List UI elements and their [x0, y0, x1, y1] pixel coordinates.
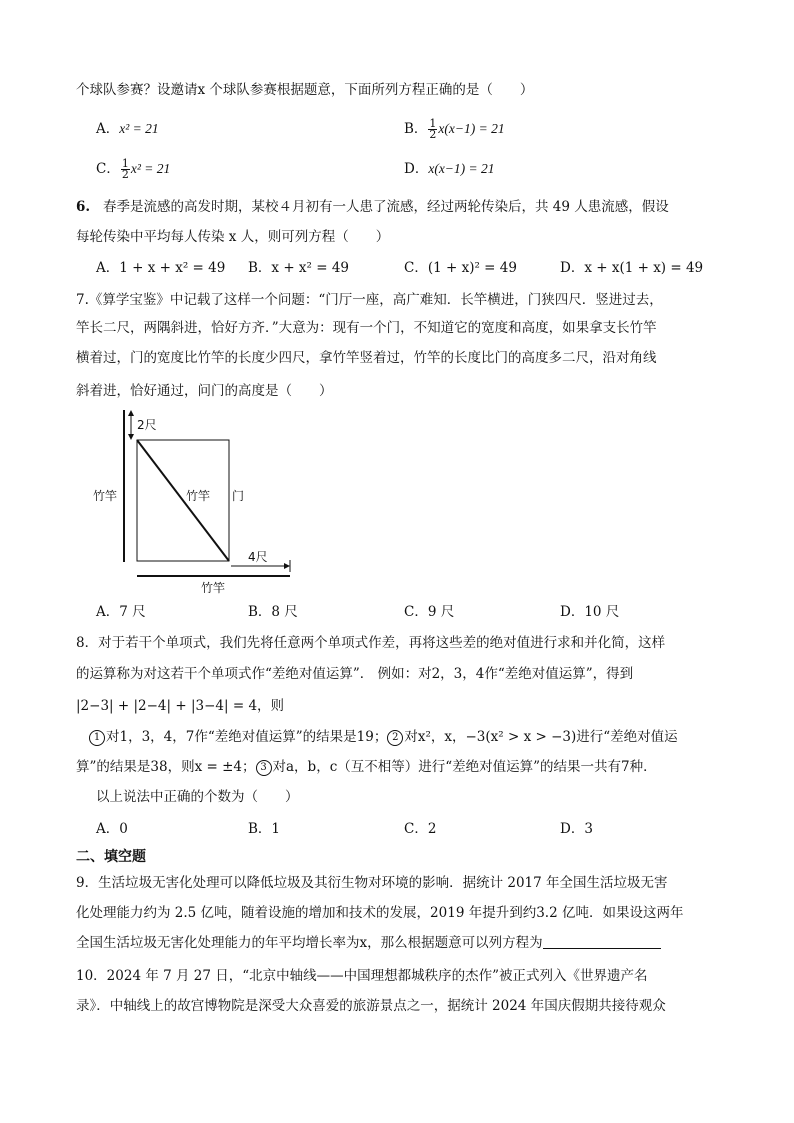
dim-2chi-arrow-up — [128, 410, 134, 416]
q6-stem-1: 6. 春季是流感的高发时期，某校４月初有一人患了流感，经过两轮传染后，共 49 人患流感，假设 — [76, 199, 669, 215]
label-pole-diagonal: 竹竿 — [186, 489, 211, 503]
q8-stem-4: 1 对1，3，4，7作“差绝对值运算”的结果是19； 2 对x²，x，−3(x² > x > −3)进行“差绝对值运 — [89, 727, 678, 747]
q7-option-a: A．7 尺 — [96, 604, 146, 620]
q8-option-c: C．2 — [404, 821, 437, 837]
q5-option-b: B． $\frac{1}{2}$ x(x−1) = 21 — [404, 117, 505, 141]
q6-option-b: B．x + x² = 49 — [248, 260, 350, 276]
circle-number-1: 1 — [89, 730, 105, 746]
q6-option-a: A．1 + x + x² = 49 — [96, 260, 226, 276]
q8-option-b: B．1 — [248, 821, 281, 837]
q9-stem-2: 化处理能力约为 2.5 亿吨，随着设施的增加和技术的发展，2019 年提升到约3.2 亿吨．如果设这两年 — [76, 905, 684, 921]
q8-stem-6: 以上说法中正确的个数为（ ） — [96, 789, 299, 805]
q7-stem-2: 竿长二尺，两隅斜进，恰好方齐．”大意为：现有一个门，不知道它的宽度和高度，如果拿支长竹竿 — [76, 320, 657, 336]
q8-option-a: A．0 — [96, 821, 128, 837]
q5-stem: 个球队参赛？设邀请x 个球队参赛根据题意，下面所列方程正确的是（ ） — [76, 82, 534, 98]
q5-option-a: A．x² = 21 — [96, 121, 159, 137]
q8-stem-2: 的运算称为对这若干个单项式作“差绝对值运算”． 例如：对2，3，4作“差绝对值运算”，得到 — [76, 666, 634, 682]
q7-option-b: B．8 尺 — [248, 604, 298, 620]
label-4chi: 4尺 — [248, 550, 268, 564]
q8-stem-3: |2−3| + |2−4| + |3−4| = 4，则 — [76, 698, 285, 714]
dim-2chi-arrow-down — [128, 434, 134, 440]
q6-option-c: C．(1 + x)² = 49 — [404, 260, 517, 276]
diagonal-pole — [137, 440, 229, 561]
q7-option-d: D．10 尺 — [560, 604, 620, 620]
circle-number-3: 3 — [256, 760, 272, 776]
answer-blank[interactable] — [543, 934, 661, 949]
q5-option-d: D．x(x−1) = 21 — [404, 161, 495, 177]
q9-stem-1: 9．生活垃圾无害化处理可以降低垃圾及其衍生物对环境的影响．据统计 2017 年全国生活垃圾无害 — [76, 875, 668, 891]
q8-stem-5: 算”的结果是38，则x = ±4； 3 对a，b，c（互不相等）进行“差绝对值运算”的结果一共有7种． — [76, 759, 657, 775]
q6-option-d: D．x + x(1 + x) = 49 — [560, 260, 704, 276]
circle-number-2: 2 — [387, 730, 403, 746]
section-title-fill-in: 二、填空题 — [76, 849, 146, 865]
q6-stem-2: 每轮传染中平均每人传染 x 人，则可列方程（ ） — [76, 229, 390, 245]
dim-4chi-arrow-right — [284, 563, 290, 569]
q8-stem-1: 8．对于若干个单项式，我们先将任意两个单项式作差，再将这些差的绝对值进行求和并化简，这样 — [76, 635, 666, 651]
label-pole-bottom: 竹竿 — [201, 581, 226, 595]
label-door: 门 — [232, 489, 245, 503]
label-2chi: 2尺 — [137, 418, 157, 432]
q9-stem-3: 全国生活垃圾无害化处理能力的年平均增长率为x，那么根据题意可以列方程为 — [76, 933, 661, 953]
q6-number: 6. — [76, 199, 91, 215]
q7-stem-4: 斜着进，恰好通过，问门的高度是（ ） — [76, 383, 333, 399]
q7-option-c: C．9 尺 — [404, 604, 455, 620]
label-pole-left: 竹竿 — [93, 489, 118, 503]
q7-stem-3: 横着过，门的宽度比竹竿的长度少四尺，拿竹竿竖着过，竹竿的长度比门的高度多二尺，沿对角线 — [76, 350, 657, 366]
q10-stem-2: 录》．中轴线上的故宫博物院是深受大众喜爱的旅游景点之一，据统计 2024 年国庆假期共接待观众 — [76, 998, 666, 1014]
q7-stem-1: 7.《算学宝鉴》中记载了这样一个问题：“门厅一座，高广难知．长竿横进，门狭四尺．竖进过去， — [76, 292, 663, 308]
q5-option-c: C． $\frac{1}{2}$ x² = 21 — [96, 157, 171, 181]
q10-stem-1: 10．2024 年 7 月 27 日，“北京中轴线——中国理想都城秩序的杰作”被正式列入《世界遗产名 — [76, 968, 648, 984]
q8-option-d: D．3 — [560, 821, 593, 837]
